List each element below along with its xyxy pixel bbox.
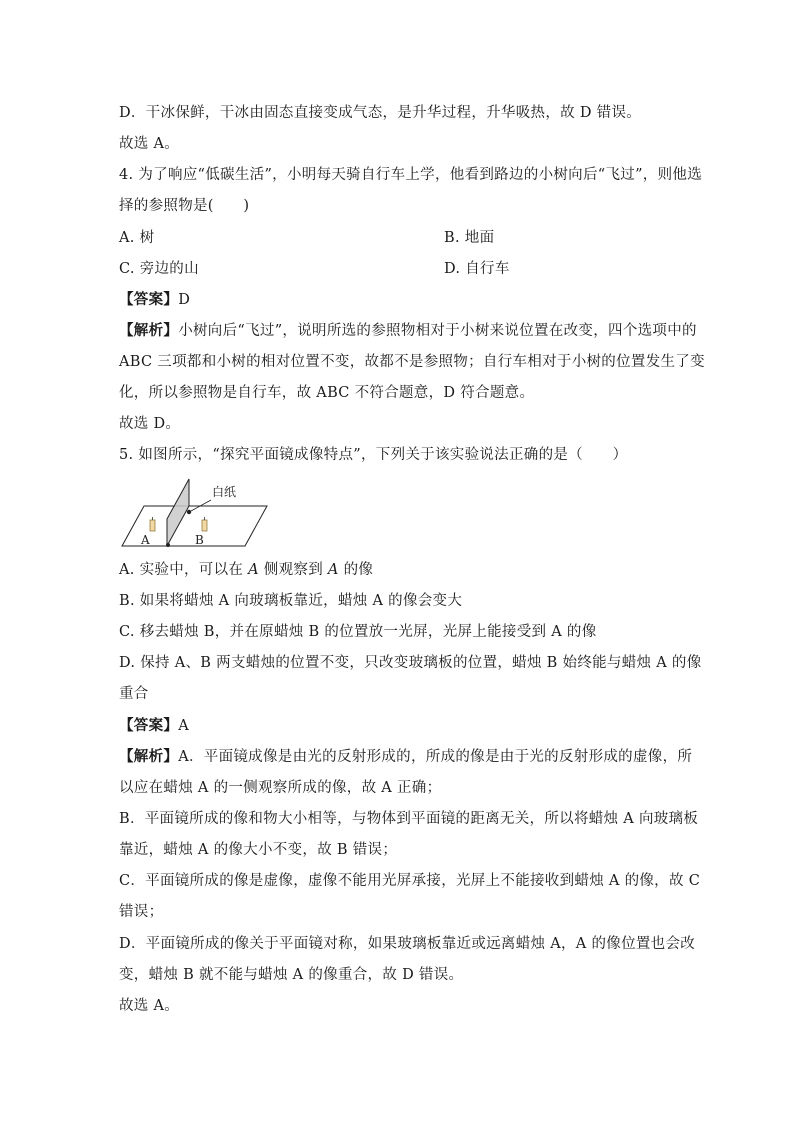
figure-label-b: B: [195, 533, 204, 547]
q4-option-a: A. 树: [119, 230, 155, 246]
q5-analysis-b-line-1: B．平面镜所成的像和物大小相等，与物体到平面镜的距离无关，所以将蜡烛 A 向玻璃板: [119, 811, 699, 827]
q5-option-c: C. 移去蜡烛 B，并在原蜡烛 B 的位置放一光屏，光屏上能接受到 A 的像: [119, 624, 597, 640]
q4-option-c: C. 旁边的山: [119, 261, 199, 277]
q5-analysis-c-line-1: C．平面镜所成的像是虚像，虚像不能用光屏承接，光屏上不能接收到蜡烛 A 的像，故 C: [119, 873, 701, 889]
q4-option-d: D. 自行车: [444, 261, 510, 277]
q5-choose-text: 故选 A。: [119, 998, 180, 1014]
q5-analysis-c-line-2: 错误；: [119, 904, 164, 920]
q5-option-a: A. 实验中，可以在 A 侧观察到 A 的像: [119, 562, 374, 578]
analysis-tag: 【解析】: [119, 322, 179, 339]
q5-stem: 5. 如图所示，“探究平面镜成像特点”，下列关于该实验说法正确的是（ ）: [119, 447, 628, 463]
q5-option-b: B. 如果将蜡烛 A 向玻璃板靠近，蜡烛 A 的像会变大: [119, 593, 463, 609]
q4-analysis-line-1: [119, 321, 697, 341]
q4-choose-text: 故选 D。: [119, 416, 181, 432]
analysis-tag: 【解析】: [119, 748, 179, 765]
q4-stem-line-2: 择的参照物是( ): [119, 198, 250, 214]
q5-option-d-line-2: 重合: [119, 686, 149, 702]
q4-option-b: B. 地面: [444, 230, 495, 246]
q4-analysis-line-2: ABC 三项都和小树的相对位置不变，故都不是参照物；自行车相对于小树的位置发生了变: [119, 354, 705, 370]
q4-answer: [119, 290, 190, 310]
q5-analysis-d-line-1: D．平面镜所成的像关于平面镜对称，如果玻璃板靠近或远离蜡烛 A，A 的像位置也会改: [119, 936, 696, 952]
figure-label-white-paper: 白纸: [212, 485, 237, 499]
prev-option-d-text: D．干冰保鲜，干冰由固态直接变成气态，是升华过程，升华吸热，故 D 错误。: [119, 105, 642, 121]
answer-value: A: [178, 718, 189, 734]
q5-analysis-a-line-1: [119, 747, 692, 767]
q5-option-d-line-1: D. 保持 A、B 两支蜡烛的位置不变，只改变玻璃板的位置，蜡烛 B 始终能与蜡烛 A 的像: [119, 655, 702, 671]
q5-analysis-b-line-2: 靠近，蜡烛 A 的像大小不变，故 B 错误；: [119, 842, 398, 858]
answer-value: D: [178, 292, 191, 308]
figure-label-a: A: [141, 533, 150, 547]
q5-answer: [119, 716, 189, 736]
q4-analysis-line-3: 化，所以参照物是自行车，故 ABC 不符合题意，D 符合题意。: [119, 385, 535, 401]
mirror-experiment-figure: [119, 476, 269, 550]
analysis-text: A．平面镜成像是由光的反射形成的，所成的像是由于光的反射形成的虚像，所: [178, 749, 693, 765]
analysis-text: 小树向后“飞过”，说明所选的参照物相对于小树来说位置在改变，四个选项中的: [178, 323, 697, 339]
answer-tag: 【答案】: [119, 291, 179, 308]
q5-analysis-a-line-2: 以应在蜡烛 A 的一侧观察所成的像，故 A 正确；: [119, 780, 442, 796]
answer-tag: 【答案】: [119, 717, 179, 734]
q5-analysis-d-line-2: 变，蜡烛 B 就不能与蜡烛 A 的像重合，故 D 错误。: [119, 967, 464, 983]
q4-stem-line-1: 4. 为了响应“低碳生活”，小明每天骑自行车上学，他看到路边的小树向后“飞过”，则他选: [119, 167, 702, 183]
prev-choose-text: 故选 A。: [119, 136, 180, 152]
